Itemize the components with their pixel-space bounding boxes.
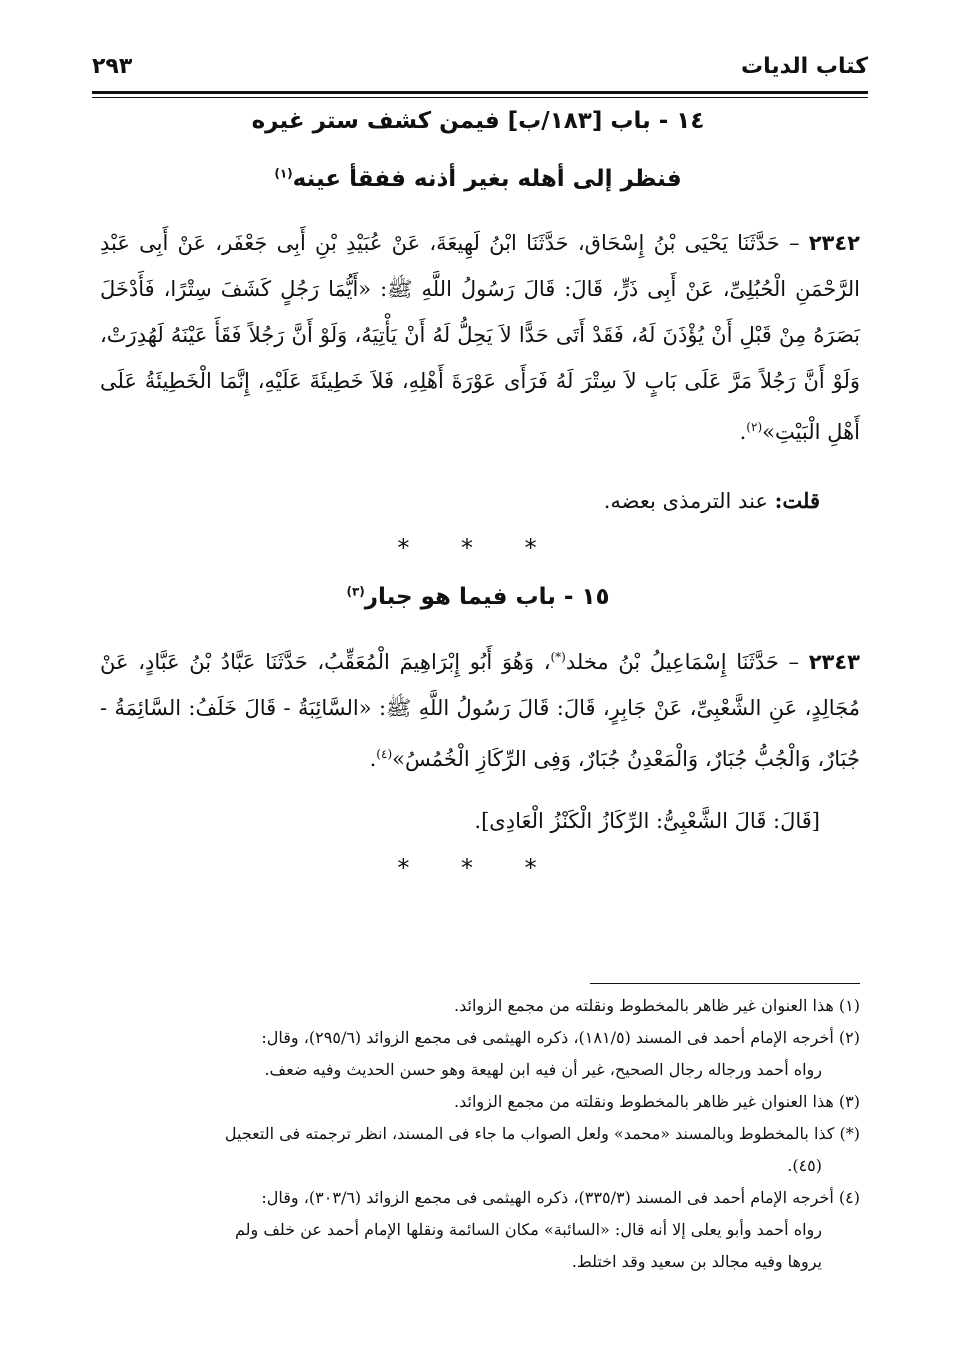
footnote-ref-3: (٣) [346, 584, 365, 599]
footnote-star: (*) كذا بالمخطوط وبالمسند «محمد» ولعل الصواب ما جاء فى المسند، انظر ترجمته فى التعجيل [224, 1124, 860, 1143]
footnotes [100, 990, 860, 1278]
chapter-14-subtitle-text: فنظر إلى أهله بغير أذنه ففقأ عينه [292, 166, 682, 192]
hadith-text-b: ، وَهُوَ أَبُو إِبْرَاهِيمَ الْمُعَقِّبُ، حَدَّثَنَا عَبَّادُ بْنُ عَبَّادٍ، عَنْ مُجَالِدٍ، عَنِ الشَّعْبِىِّ، عَنْ جَابِرٍ، قَالَ: قَالَ رَسُولُ اللَّهِ ﷺ: «السَّائِبَةُ - قَالَ خَلَفُ: السَّائِمَةُ - جُبَارٌ، وَالْجُبُّ جُبَارٌ، وَالْمَعْدِنُ جُبَارٌ، وَفِى الرِّكَازِ الْخُمُسُ» [100, 650, 860, 771]
hadith-number: ٢٣٤٣ [808, 650, 860, 674]
chapter-15-title [100, 584, 856, 610]
hadith-end: . [739, 420, 747, 444]
chapter-15-title-text: ١٥ - باب فيما هو جبار [364, 584, 610, 610]
chapter-14-subtitle [100, 166, 856, 192]
footnote-2: (٢) أخرجه الإمام أحمد فى المسند (١٨١/٥)، ذكره الهيثمى فى مجمع الزوائد (٢٩٥/٦)، وقال: [261, 1028, 860, 1047]
note-label: قلت: [774, 488, 820, 513]
chapter-14-title: ١٤ - باب [١٨٣/ب] فيمن كشف ستر غيره [251, 108, 705, 134]
section-separator: * * * [397, 854, 559, 882]
footnote-2-cont: رواه أحمد ورجاله رجال الصحيح، غير أن فيه ابن لهيعة وهو حسن الحديث وفيه ضعف. [264, 1060, 822, 1079]
hadith-text-a: – حَدَّثَنَا إِسْمَاعِيلُ بْنُ مخلد [565, 650, 800, 674]
footnote-4-cont: رواه أحمد وأبو يعلى إلا أنه قال: «السائبة» مكان السائمة ونقلها الإمام أحمد عن خلف ولم [235, 1220, 822, 1239]
header-rule-thick [92, 91, 868, 94]
footnote-star-cont: (٤٥). [787, 1156, 822, 1175]
hadith-number: ٢٣٤٢ [808, 231, 860, 255]
footnote-ref-4: (٤) [376, 747, 393, 761]
footnote-ref-star: (*) [550, 650, 566, 664]
hadith-text: – حَدَّثَنَا يَحْيَى بْنُ إِسْحَاق، حَدَّثَنَا ابْنُ لَهِيعَةَ، عَنْ عُبَيْدِ بْنِ أَبِى جَعْفَر، عَنْ أَبِى عَبْدِ الرَّحْمَنِ الْحُبُلِىِّ، عَنْ أَبِى ذَرٍّ، قَالَ: قَالَ رَسُولُ اللَّهِ ﷺ: «أَيُّمَا رَجُلٍ كَشَفَ سِتْرًا، فَأَدْخَلَ بَصَرَهُ مِنْ قَبْلِ أَنْ يُؤْذَنَ لَهُ، فَقَدْ أَتَى حَدًّا لاَ يَحِلُّ لَهُ أَنْ يَأْتِيَهُ، وَلَوْ أَنَّ رَجُلاً فَقَأَ عَيْنَهُ لَهُدِرَتْ، وَلَوْ أَنَّ رَجُلاً مَرَّ عَلَى بَابٍ لاَ سِتْرَ لَهُ فَرَأَى عَوْرَةَ أَهْلِهِ، فَلاَ خَطِيئَةَ عَلَيْهِ، إِنَّمَا الْخَطِيئَةُ عَلَى أَهْلِ الْبَيْتِ» [100, 231, 860, 444]
section-separator: * * * [397, 534, 559, 562]
footnote-3: (٣) هذا العنوان غير ظاهر بالمخطوط ونقلته من مجمع الزوائد. [454, 1092, 860, 1111]
footnote-1: (١) هذا العنوان غير ظاهر بالمخطوط ونقلته من مجمع الزوائد. [454, 996, 860, 1015]
footnote-4-cont2: يروها وفيه مجالد بن سعيد وقد اختلط. [571, 1252, 822, 1271]
page-number: ٢٩٣ [92, 54, 133, 79]
hadith-end: . [369, 747, 377, 771]
quote-2343: [قَالَ: قَالَ الشَّعْبِىُّ: الرِّكَازُ الْكَنْزُ الْعَادِى]. [474, 809, 820, 833]
book-title: كتاب الديات [741, 54, 868, 79]
note-2342 [100, 478, 860, 524]
hadith-2343 [100, 634, 860, 782]
footnote-4: (٤) أخرجه الإمام أحمد فى المسند (٣٣٥/٣)، ذكره الهيثمى فى مجمع الزوائد (٣٠٣/٦)، وقال: [261, 1188, 860, 1207]
note-text: عند الترمذى بعضه. [603, 489, 775, 513]
footnote-ref-2: (٢) [746, 420, 763, 434]
running-header [92, 50, 868, 92]
header-rule-thin [92, 97, 868, 98]
hadith-2342 [100, 220, 860, 455]
footnote-rule [590, 983, 860, 984]
footnote-ref-1: (١) [274, 166, 293, 181]
